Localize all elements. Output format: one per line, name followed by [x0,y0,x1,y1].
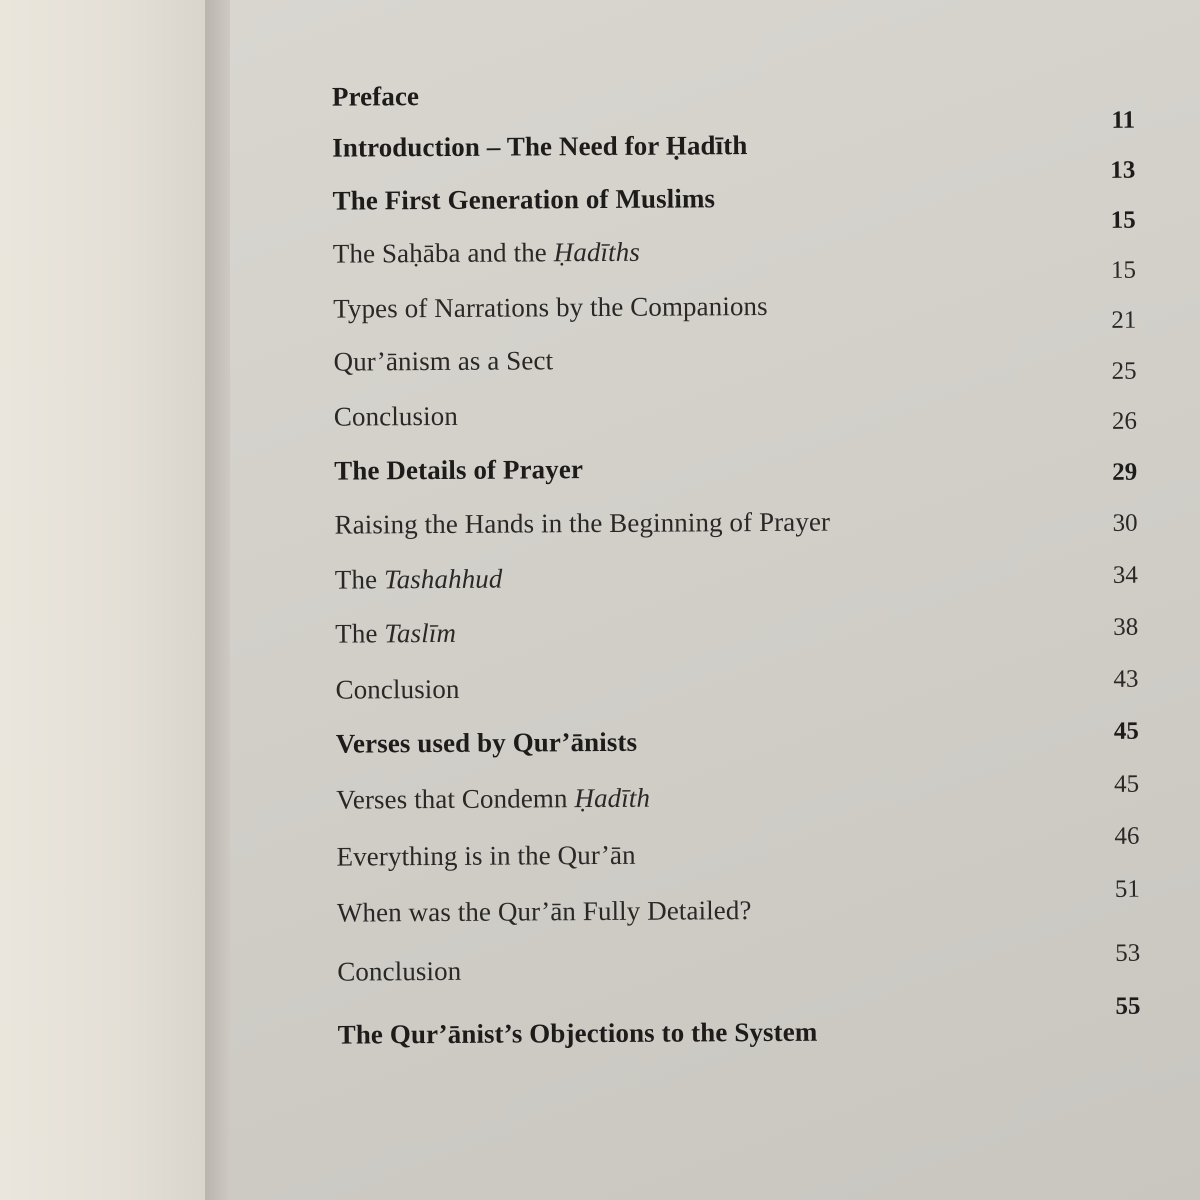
toc-page-number: 45 [1114,770,1140,798]
toc-entry-verses-condemn [336,783,650,816]
toc-entry-first-generation: The First Generation of Muslims [332,183,716,216]
toc-page-number: 26 [1111,407,1138,435]
toc-page-number: 43 [1113,665,1139,693]
toc-page-number: 11 [1111,106,1136,134]
toc-page-number: 55 [1115,992,1141,1020]
toc-page-number: 38 [1113,613,1139,641]
toc-page-number: 34 [1112,561,1138,589]
toc-entry-raising-hands: Raising the Hands in the Beginning of Prayer [334,506,831,540]
toc-entry-verses-condemn-text: Verses that Condemn [336,783,575,815]
toc-entry-sahaba [333,237,640,270]
toc-entry-taslim-italic: Taslīm [384,617,457,649]
toc-entry-fully-detailed: When was the Qur’ān Fully Detailed? [336,895,752,928]
toc-entry-tashahhud [335,564,503,596]
toc-page-number: 29 [1112,458,1138,486]
toc-entry-taslim-text: The [335,618,385,649]
toc-page-number: 46 [1114,822,1140,850]
toc-page-number: 30 [1112,509,1138,537]
toc-page-number: 51 [1114,875,1140,903]
toc-entry-tashahhud-text: The [334,564,385,595]
toc-entry-tashahhud-italic: Tashahhud [383,563,503,595]
toc-page-number: 45 [1113,717,1139,745]
toc-entry-details-of-prayer: The Details of Prayer [334,454,584,486]
toc-entry-conclusion-3: Conclusion [337,955,462,987]
toc-entry-verses-used: Verses used by Qur’ānists [335,726,638,759]
toc-page-number: 21 [1111,306,1137,334]
toc-entry-introduction: Introduction – The Need for Ḥadīth [332,130,748,163]
toc-page-number: 15 [1110,206,1136,234]
toc-entry-everything-in-quran: Everything is in the Qur’ān [336,839,636,872]
toc-entry-objections: The Qur’ānist’s Objections to the System [337,1016,818,1050]
toc-entry-sahaba-text: The Saḥāba and the [332,237,554,269]
toc-entry-taslim [335,618,456,650]
toc-entry-verses-condemn-italic: Ḥadīth [574,782,651,814]
toc-entry-quranism-sect: Qur’ānism as a Sect [333,345,554,377]
toc-page-number: 25 [1111,357,1137,385]
toc-page-number: 13 [1110,156,1136,184]
toc-entry-conclusion-1: Conclusion [333,400,458,432]
toc-page-number: 15 [1110,256,1137,284]
toc-entry-types-of-narrations: Types of Narrations by the Companions [333,290,768,324]
toc-entry-conclusion-2: Conclusion [335,673,460,705]
toc-entry-sahaba-italic: Ḥadīths [553,236,641,268]
toc-page-number: 53 [1115,939,1141,967]
toc-entry-preface: Preface [331,81,420,112]
